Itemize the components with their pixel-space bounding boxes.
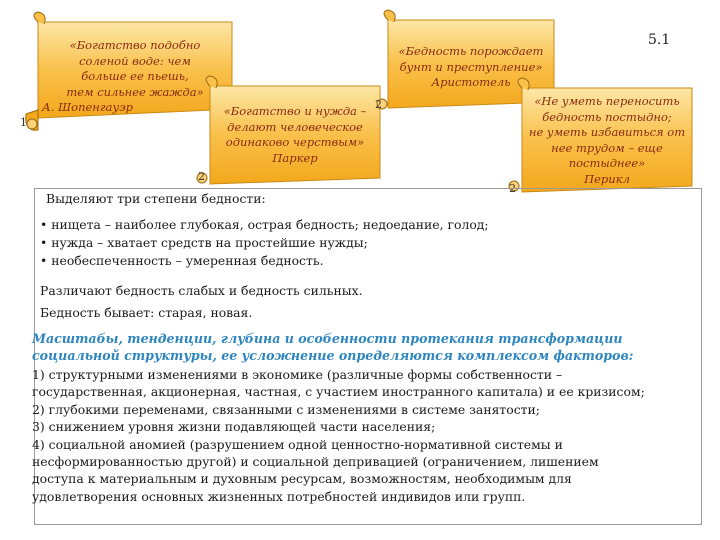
scroll4-author: Перикл (584, 171, 630, 186)
factors-list (32, 366, 645, 505)
factor-line: 3) снижением уровня жизни подавляющей части населения; (32, 419, 436, 435)
slide-number: 5.1 (648, 32, 671, 48)
factors-intro (32, 330, 633, 364)
scroll4-line1: «Не уметь переносить (534, 94, 680, 108)
scroll1-line1: «Богатство подобно (69, 38, 201, 52)
scroll4-line5: постыднее» (568, 156, 646, 170)
factor-line: несформированностью другой) и социальной депривацией (ограничением, лишением (32, 454, 599, 470)
scroll4-line4: нее трудом – еще (551, 140, 663, 155)
factor-line: 1) структурными изменениями в экономике (различные формы собственности – (32, 367, 563, 382)
degrees-heading: Выделяют три степени бедности: (46, 191, 266, 206)
scroll1-line3: больше ее пьешь, (81, 69, 189, 83)
scroll3-line2: бунт и преступление» (399, 59, 543, 74)
factor-line: 2) глубокими переменами, связанными с изменениями в системе занятости; (32, 401, 540, 417)
factors-intro-line2: социальной структуры, ее усложнение определяются комплексом факторов: (32, 348, 634, 363)
scroll2-line3: одинаково черствым» (225, 135, 365, 149)
scroll3-line1: «Бедность порождает (398, 44, 544, 58)
weak-strong-text: Различают бедность слабых и бедность сильных. (40, 283, 363, 298)
factors-intro-line1: Масштабы, тенденции, глубина и особенности протекания трансформации (32, 331, 623, 346)
scroll2-author: Паркер (272, 150, 318, 165)
scroll1-author: А. Шопенгауэр (42, 100, 133, 114)
scroll4-line3: не уметь избавиться от (528, 125, 686, 139)
scroll3-author: Аристотель (431, 75, 511, 89)
factor-line: удовлетворения основных жизненных потребностей индивидов или групп. (32, 488, 526, 504)
list-item: • необеспеченность – умеренная бедность. (40, 253, 324, 268)
scroll2-number: 2 (198, 170, 205, 183)
factor-line: 4) социальной аномией (разрушением одной ценностно-нормативной системы и (32, 436, 563, 452)
quote-scroll-pericles (508, 82, 696, 198)
scroll2-line1: «Богатство и нужда – (223, 104, 367, 118)
scroll1-line4: тем сильнее жажда» (66, 84, 204, 99)
list-item: • нужда – хватает средств на простейшие нужды; (40, 235, 368, 250)
scroll1-line2: соленой воде: чем (79, 53, 191, 68)
degrees-list (40, 216, 489, 270)
scroll3-number: 2 (375, 98, 382, 111)
factor-line: государственная, акционерная, частная, с участием иностранного капитала) и ее кризисом; (32, 384, 645, 400)
scroll1-number: 1 (20, 116, 27, 129)
scroll4-number: 2 (509, 182, 516, 195)
quote-scroll-parker (196, 80, 386, 188)
old-new-text: Бедность бывает: старая, новая. (40, 305, 253, 320)
scroll2-line2: делают человеческое (227, 119, 363, 134)
factor-line: доступа к материальным и духовным ресурсам, возможностям, необходимым для (32, 471, 572, 487)
list-item: • нищета – наиболее глубокая, острая бедность; недоедание, голод; (40, 217, 489, 232)
scroll4-line2: бедность постыдно; (542, 109, 672, 124)
